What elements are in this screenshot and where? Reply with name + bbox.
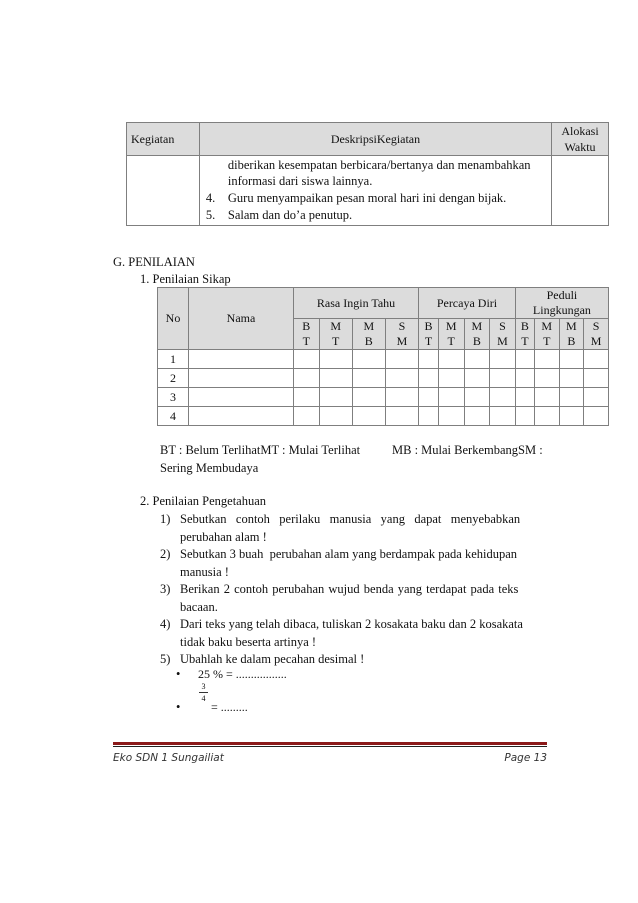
table-row — [158, 388, 609, 407]
sub-header — [352, 319, 385, 350]
sub-header-top: M — [330, 319, 341, 333]
header-peduli-line1: Peduli — [546, 288, 578, 302]
sub-header-bottom: T — [331, 334, 340, 348]
score-cell — [294, 407, 320, 426]
score-cell — [515, 388, 534, 407]
score-cell — [352, 407, 385, 426]
score-cell — [584, 407, 609, 426]
fraction-bar — [199, 692, 208, 693]
desc-line: informasi dari siswa lainnya. — [227, 174, 373, 188]
sub-header-bottom: B — [567, 334, 576, 348]
score-cell — [438, 369, 464, 388]
question-text: Dari teks yang telah dibaca, tuliskan 2 kosakata baku dan 2 kosakata — [180, 617, 523, 631]
score-cell — [464, 369, 490, 388]
row-number: 4 — [158, 407, 189, 426]
kegiatan-body-row — [127, 156, 609, 226]
question-item — [160, 616, 548, 651]
footer-rule-thin — [113, 746, 547, 747]
sub-header-top: M — [566, 319, 577, 333]
question-number: 5) — [160, 652, 171, 666]
sub-header — [584, 319, 609, 350]
sub-header-bottom: T — [543, 334, 551, 348]
sub-header-top: M — [445, 319, 457, 333]
sub-header-bottom: M — [497, 334, 508, 348]
score-cell — [419, 350, 439, 369]
question-text: tidak baku beserta artinya ! — [180, 634, 317, 649]
header-group-label: Rasa Ingin Tahu — [316, 295, 396, 310]
sub-header-top: B — [520, 319, 529, 333]
header-peduli-lingkungan — [515, 288, 608, 319]
sub-header-top: S — [499, 319, 506, 333]
header-peduli-line2: Lingkungan — [532, 303, 591, 317]
name-cell — [189, 350, 294, 369]
footer-page-number: Page 13 — [504, 752, 547, 764]
question-text: bacaan. — [180, 599, 218, 614]
sub-header — [419, 319, 439, 350]
penilaian-pengetahuan-title: 2. Penilaian Pengetahuan — [140, 494, 267, 508]
score-cell — [438, 388, 464, 407]
score-cell — [584, 369, 609, 388]
sub-header-bottom: T — [447, 334, 455, 348]
table-row — [158, 350, 609, 369]
question-text: Ubahlah ke dalam pecahan desimal ! — [180, 652, 365, 666]
sub-header-bottom: M — [590, 334, 602, 348]
legend-line-2: Sering Membudaya — [160, 461, 259, 475]
fraction-numerator: 3 — [201, 682, 206, 691]
name-cell — [189, 407, 294, 426]
score-cell — [419, 388, 439, 407]
score-cell — [464, 388, 490, 407]
sub-header-bottom: B — [364, 334, 373, 348]
score-cell — [584, 388, 609, 407]
score-cell — [490, 388, 516, 407]
score-cell — [464, 407, 490, 426]
question-list — [160, 511, 548, 669]
score-cell — [294, 350, 320, 369]
sub-header — [294, 319, 320, 350]
sikap-table — [157, 287, 609, 426]
header-group-label: Percaya Diri — [436, 295, 498, 310]
score-cell — [319, 407, 352, 426]
sub-header-bottom: T — [521, 334, 529, 348]
legend-line-1a: BT : Belum TerlihatMT : Mulai Terlihat — [160, 443, 361, 457]
row-number: 3 — [158, 388, 189, 407]
score-cell — [385, 350, 418, 369]
sikap-table-body — [158, 350, 609, 426]
fraction — [199, 682, 208, 703]
sub-header-bottom: B — [472, 334, 481, 348]
score-cell — [319, 388, 352, 407]
list-item-number: 5. — [205, 208, 216, 222]
name-cell — [189, 369, 294, 388]
row-number: 1 — [158, 350, 189, 369]
header-kegiatan — [127, 123, 200, 156]
question-item — [160, 511, 548, 546]
section-g-title: G. PENILAIAN — [113, 255, 195, 269]
question-number: 2) — [160, 547, 171, 561]
sub-header — [559, 319, 584, 350]
question-text: manusia ! — [180, 564, 229, 579]
header-nama-label: Nama — [226, 311, 256, 325]
header-deskripsi — [199, 123, 551, 156]
score-cell — [534, 388, 559, 407]
score-cell — [294, 388, 320, 407]
question-text: Sebutkan contoh perilaku manusia yang dapat menyebabkan — [180, 512, 521, 526]
score-cell — [438, 350, 464, 369]
sub-header-top: M — [363, 319, 375, 333]
score-cell — [490, 407, 516, 426]
header-nama — [189, 288, 294, 350]
score-cell — [490, 350, 516, 369]
sub-header-top: S — [592, 319, 600, 333]
kegiatan-table-header — [127, 123, 609, 156]
sub-header — [515, 319, 534, 350]
question-number: 1) — [160, 512, 171, 526]
sub-header — [464, 319, 490, 350]
score-cell — [490, 369, 516, 388]
score-cell — [438, 407, 464, 426]
sub-header — [534, 319, 559, 350]
sub-header-top: M — [471, 319, 483, 333]
penilaian-sikap-title: 1. Penilaian Sikap — [140, 272, 231, 286]
score-cell — [515, 369, 534, 388]
header-alokasi-line1: Alokasi — [561, 124, 599, 138]
score-cell — [584, 350, 609, 369]
table-row — [158, 369, 609, 388]
sub-header — [319, 319, 352, 350]
sub-header-bottom: M — [396, 334, 408, 348]
bullet-icon: • — [176, 700, 181, 714]
score-cell — [385, 407, 418, 426]
row-number: 2 — [158, 369, 189, 388]
sub-header-top: B — [302, 319, 311, 333]
sub-header-bottom: T — [424, 334, 433, 348]
score-cell — [559, 407, 584, 426]
bullet-text-2: = ......... — [211, 700, 248, 714]
score-cell — [419, 407, 439, 426]
score-cell — [515, 407, 534, 426]
list-item-text: Guru menyampaikan pesan moral hari ini dengan bijak. — [227, 191, 507, 205]
bullet-icon: • — [176, 667, 181, 681]
list-item — [206, 207, 547, 223]
question-number: 4) — [160, 617, 171, 631]
fraction-denominator: 4 — [201, 694, 206, 703]
score-cell — [352, 350, 385, 369]
table-row — [158, 407, 609, 426]
desc-line: diberikan kesempatan berbicara/bertanya dan menambahkan — [227, 158, 531, 172]
deskripsi-cell — [199, 156, 551, 226]
score-cell — [352, 369, 385, 388]
header-no-label: No — [165, 311, 181, 325]
sub-header-top: M — [541, 319, 553, 333]
header-percaya-diri — [419, 288, 516, 319]
header-kegiatan-label: Kegiatan — [131, 131, 175, 146]
name-cell — [189, 388, 294, 407]
footer-rule-thick — [113, 742, 547, 745]
score-cell — [534, 369, 559, 388]
list-item-number: 4. — [205, 191, 216, 205]
score-cell — [559, 350, 584, 369]
header-deskripsi-label: DeskripsiKegiatan — [330, 131, 421, 146]
sub-header — [438, 319, 464, 350]
question-number: 3) — [160, 582, 171, 596]
sub-header — [385, 319, 418, 350]
score-cell — [534, 350, 559, 369]
sub-header — [490, 319, 516, 350]
score-cell — [515, 350, 534, 369]
score-cell — [294, 369, 320, 388]
question-text: perubahan alam ! — [180, 529, 267, 544]
sub-header-top: S — [398, 319, 406, 333]
score-cell — [385, 388, 418, 407]
score-cell — [464, 350, 490, 369]
score-cell — [319, 369, 352, 388]
kegiatan-table — [126, 122, 609, 226]
alokasi-cell — [552, 156, 609, 226]
header-alokasi-line2: Waktu — [564, 140, 596, 154]
question-item — [160, 581, 548, 616]
question-item — [160, 546, 548, 581]
score-cell — [319, 350, 352, 369]
score-cell — [559, 369, 584, 388]
legend-line-1b: MB : Mulai BerkembangSM : — [392, 443, 543, 457]
score-cell — [419, 369, 439, 388]
question-item — [160, 651, 548, 669]
sub-header-bottom: T — [302, 334, 310, 348]
sikap-header-row-1 — [158, 288, 609, 319]
list-item-text: Salam dan do’a penutup. — [227, 208, 353, 222]
footer-left: Eko SDN 1 Sungailiat — [113, 752, 224, 764]
header-alokasi — [552, 123, 609, 156]
header-rasa-ingin-tahu — [294, 288, 419, 319]
sub-header-top: B — [424, 319, 433, 333]
question-text: Sebutkan 3 buah perubahan alam yang berdampak pada kehidupan — [180, 547, 518, 561]
score-cell — [385, 369, 418, 388]
score-cell — [559, 388, 584, 407]
score-cell — [534, 407, 559, 426]
kegiatan-cell — [127, 156, 200, 226]
question-text: Berikan 2 contoh perubahan wujud benda yang terdapat pada teks — [180, 582, 519, 596]
score-cell — [352, 388, 385, 407]
bullet-text-1: 25 % = ................. — [198, 667, 287, 681]
list-item — [206, 190, 547, 206]
header-no — [158, 288, 189, 350]
